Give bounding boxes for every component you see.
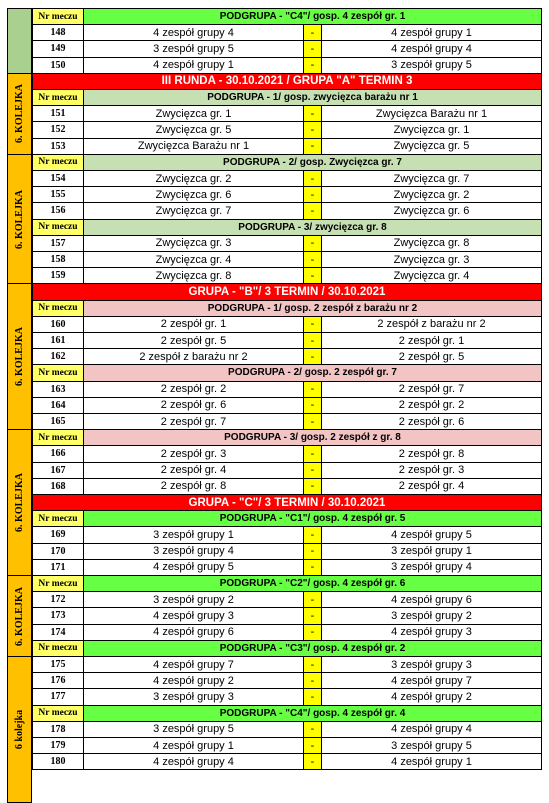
match-number: 149 bbox=[32, 41, 84, 57]
away-team: 2 zespół gr. 8 bbox=[322, 446, 542, 462]
match-number: 179 bbox=[32, 738, 84, 754]
away-team: Zwycięzca gr. 4 bbox=[322, 268, 542, 284]
match-number: 176 bbox=[32, 673, 84, 689]
round-side-label bbox=[7, 155, 32, 285]
home-team: 3 zespół grupy 1 bbox=[84, 527, 304, 543]
away-team: 3 zespół grupy 2 bbox=[322, 608, 542, 624]
score-separator: - bbox=[304, 738, 322, 754]
subgroup-header-row bbox=[32, 641, 542, 657]
match-row bbox=[32, 122, 542, 138]
match-row bbox=[32, 608, 542, 624]
match-row bbox=[32, 317, 542, 333]
home-team: 4 zespół grupy 4 bbox=[84, 754, 304, 770]
away-team: 4 zespół grupy 6 bbox=[322, 592, 542, 608]
home-team: 2 zespół gr. 1 bbox=[84, 317, 304, 333]
score-separator: - bbox=[304, 527, 322, 543]
score-separator: - bbox=[304, 446, 322, 462]
subgroup-title: PODGRUPA - 3/ gosp. 2 zespół z gr. 8 bbox=[84, 430, 542, 446]
section-header-row bbox=[32, 74, 542, 90]
home-team: 3 zespół grupy 4 bbox=[84, 544, 304, 560]
match-row bbox=[32, 657, 542, 673]
home-team: 4 zespół grupy 1 bbox=[84, 58, 304, 74]
match-row bbox=[32, 187, 542, 203]
match-row bbox=[32, 106, 542, 122]
away-team: Zwycięzca gr. 6 bbox=[322, 203, 542, 219]
subgroup-title: PODGRUPA - 1/ gosp. 2 zespół z barażu nr 2 bbox=[84, 301, 542, 317]
home-team: 4 zespół grupy 1 bbox=[84, 738, 304, 754]
match-row bbox=[32, 139, 542, 155]
match-number: 171 bbox=[32, 560, 84, 576]
match-row bbox=[32, 333, 542, 349]
match-number: 172 bbox=[32, 592, 84, 608]
match-number: 175 bbox=[32, 657, 84, 673]
home-team: 4 zespół grupy 4 bbox=[84, 25, 304, 41]
subgroup-title: PODGRUPA - 2/ gosp. Zwycięzca gr. 7 bbox=[84, 155, 542, 171]
round-side-label bbox=[7, 576, 32, 657]
match-row bbox=[32, 592, 542, 608]
match-row bbox=[32, 527, 542, 543]
score-separator: - bbox=[304, 41, 322, 57]
away-team: 2 zespół gr. 4 bbox=[322, 479, 542, 495]
score-separator: - bbox=[304, 414, 322, 430]
match-row bbox=[32, 25, 542, 41]
subgroup-header-row bbox=[32, 301, 542, 317]
match-row bbox=[32, 479, 542, 495]
home-team: Zwycięzca gr. 7 bbox=[84, 203, 304, 219]
match-number: 168 bbox=[32, 479, 84, 495]
subgroup-header-row bbox=[32, 155, 542, 171]
nr-meczu-header: Nr meczu bbox=[32, 90, 84, 106]
home-team: 4 zespół grupy 3 bbox=[84, 608, 304, 624]
match-row bbox=[32, 236, 542, 252]
score-separator: - bbox=[304, 203, 322, 219]
subgroup-title: PODGRUPA - 2/ gosp. 2 zespół gr. 7 bbox=[84, 365, 542, 381]
subgroup-title: PODGRUPA - "C1"/ gosp. 4 zespół gr. 5 bbox=[84, 511, 542, 527]
subgroup-header-row bbox=[32, 706, 542, 722]
section-header-row bbox=[32, 284, 542, 300]
round-side-text: 6. KOLEJKA bbox=[14, 189, 25, 249]
match-number: 156 bbox=[32, 203, 84, 219]
match-number: 164 bbox=[32, 398, 84, 414]
away-team: 4 zespół grupy 4 bbox=[322, 722, 542, 738]
round-side-label bbox=[7, 9, 32, 74]
match-number: 166 bbox=[32, 446, 84, 462]
home-team: Zwycięzca gr. 1 bbox=[84, 106, 304, 122]
match-row bbox=[32, 41, 542, 57]
away-team: 4 zespół grupy 7 bbox=[322, 673, 542, 689]
score-separator: - bbox=[304, 317, 322, 333]
away-team: 4 zespół grupy 5 bbox=[322, 527, 542, 543]
home-team: 3 zespół grupy 5 bbox=[84, 41, 304, 57]
score-separator: - bbox=[304, 689, 322, 705]
subgroup-header-row bbox=[32, 220, 542, 236]
score-separator: - bbox=[304, 333, 322, 349]
subgroup-title: PODGRUPA - "C2"/ gosp. 4 zespół gr. 6 bbox=[84, 576, 542, 592]
subgroup-title: PODGRUPA - "C3"/ gosp. 4 zespół gr. 2 bbox=[84, 641, 542, 657]
home-team: 2 zespół z barażu nr 2 bbox=[84, 349, 304, 365]
score-separator: - bbox=[304, 252, 322, 268]
subgroup-header-row bbox=[32, 365, 542, 381]
score-separator: - bbox=[304, 25, 322, 41]
away-team: 3 zespół grupy 5 bbox=[322, 738, 542, 754]
subgroup-header-row bbox=[32, 430, 542, 446]
away-team: 4 zespół grupy 3 bbox=[322, 625, 542, 641]
away-team: 3 zespół grupy 5 bbox=[322, 58, 542, 74]
match-number: 148 bbox=[32, 25, 84, 41]
round-side-label bbox=[7, 74, 32, 155]
subgroup-header-row bbox=[32, 90, 542, 106]
match-number: 162 bbox=[32, 349, 84, 365]
subgroup-title: PODGRUPA - "C4"/ gosp. 4 zespół gr. 4 bbox=[84, 706, 542, 722]
match-number: 152 bbox=[32, 122, 84, 138]
score-separator: - bbox=[304, 268, 322, 284]
score-separator: - bbox=[304, 139, 322, 155]
round-side-label bbox=[7, 657, 32, 803]
match-row bbox=[32, 446, 542, 462]
subgroup-header-row bbox=[32, 9, 542, 25]
nr-meczu-header: Nr meczu bbox=[32, 365, 84, 381]
home-team: 2 zespół gr. 3 bbox=[84, 446, 304, 462]
home-team: Zwycięzca gr. 2 bbox=[84, 171, 304, 187]
score-separator: - bbox=[304, 592, 322, 608]
away-team: 2 zespół gr. 5 bbox=[322, 349, 542, 365]
away-team: 2 zespół gr. 1 bbox=[322, 333, 542, 349]
away-team: 2 zespół z barażu nr 2 bbox=[322, 317, 542, 333]
subgroup-title: PODGRUPA - 3/ zwycięzca gr. 8 bbox=[84, 220, 542, 236]
round-side-label bbox=[7, 284, 32, 430]
match-number: 163 bbox=[32, 382, 84, 398]
home-team: 4 zespół grupy 5 bbox=[84, 560, 304, 576]
match-row bbox=[32, 252, 542, 268]
home-team: 2 zespół gr. 2 bbox=[84, 382, 304, 398]
home-team: 4 zespół grupy 2 bbox=[84, 673, 304, 689]
away-team: Zwycięzca gr. 5 bbox=[322, 139, 542, 155]
match-number: 151 bbox=[32, 106, 84, 122]
score-separator: - bbox=[304, 544, 322, 560]
match-row bbox=[32, 754, 542, 770]
subgroup-title: PODGRUPA - "C4"/ gosp. 4 zespół gr. 1 bbox=[84, 9, 542, 25]
round-side-text: 6. KOLEJKA bbox=[14, 327, 25, 387]
round-side-text: 6. KOLEJKA bbox=[14, 473, 25, 533]
section-title: GRUPA - "B"/ 3 TERMIN / 30.10.2021 bbox=[32, 284, 542, 300]
home-team: Zwycięzca gr. 4 bbox=[84, 252, 304, 268]
home-team: 2 zespół gr. 4 bbox=[84, 463, 304, 479]
home-team: 2 zespół gr. 6 bbox=[84, 398, 304, 414]
nr-meczu-header: Nr meczu bbox=[32, 511, 84, 527]
match-row bbox=[32, 463, 542, 479]
away-team: Zwycięzca Barażu nr 1 bbox=[322, 106, 542, 122]
away-team: 2 zespół gr. 3 bbox=[322, 463, 542, 479]
subgroup-header-row bbox=[32, 576, 542, 592]
away-team: 2 zespół gr. 6 bbox=[322, 414, 542, 430]
score-separator: - bbox=[304, 722, 322, 738]
away-team: 3 zespół grupy 4 bbox=[322, 560, 542, 576]
round-side-label bbox=[7, 430, 32, 576]
match-number: 177 bbox=[32, 689, 84, 705]
score-separator: - bbox=[304, 754, 322, 770]
away-team: Zwycięzca gr. 8 bbox=[322, 236, 542, 252]
match-row bbox=[32, 544, 542, 560]
round-side-text: 6. KOLEJKA bbox=[14, 586, 25, 646]
match-row bbox=[32, 171, 542, 187]
subgroup-header-row bbox=[32, 511, 542, 527]
match-number: 160 bbox=[32, 317, 84, 333]
nr-meczu-header: Nr meczu bbox=[32, 641, 84, 657]
away-team: 4 zespół grupy 2 bbox=[322, 689, 542, 705]
match-row bbox=[32, 625, 542, 641]
score-separator: - bbox=[304, 398, 322, 414]
round-side-text: 6. KOLEJKA bbox=[14, 84, 25, 144]
match-number: 165 bbox=[32, 414, 84, 430]
match-row bbox=[32, 349, 542, 365]
score-separator: - bbox=[304, 382, 322, 398]
match-number: 174 bbox=[32, 625, 84, 641]
home-team: Zwycięzca Barażu nr 1 bbox=[84, 139, 304, 155]
score-separator: - bbox=[304, 463, 322, 479]
match-row bbox=[32, 203, 542, 219]
match-number: 161 bbox=[32, 333, 84, 349]
away-team: 4 zespół grupy 1 bbox=[322, 754, 542, 770]
home-team: 2 zespół gr. 8 bbox=[84, 479, 304, 495]
home-team: 4 zespół grupy 7 bbox=[84, 657, 304, 673]
round-side-text: 6 kolejka bbox=[14, 709, 26, 749]
section-title: GRUPA - "C"/ 3 TERMIN / 30.10.2021 bbox=[32, 495, 542, 511]
away-team: 4 zespół grupy 1 bbox=[322, 25, 542, 41]
section-header-row bbox=[32, 495, 542, 511]
score-separator: - bbox=[304, 479, 322, 495]
match-number: 158 bbox=[32, 252, 84, 268]
score-separator: - bbox=[304, 171, 322, 187]
away-team: 2 zespół gr. 7 bbox=[322, 382, 542, 398]
score-separator: - bbox=[304, 106, 322, 122]
score-separator: - bbox=[304, 560, 322, 576]
score-separator: - bbox=[304, 625, 322, 641]
match-row bbox=[32, 268, 542, 284]
match-number: 178 bbox=[32, 722, 84, 738]
match-number: 180 bbox=[32, 754, 84, 770]
score-separator: - bbox=[304, 236, 322, 252]
home-team: 4 zespół grupy 6 bbox=[84, 625, 304, 641]
score-separator: - bbox=[304, 673, 322, 689]
match-row bbox=[32, 382, 542, 398]
away-team: 2 zespół gr. 2 bbox=[322, 398, 542, 414]
home-team: 2 zespół gr. 5 bbox=[84, 333, 304, 349]
away-team: 4 zespół grupy 4 bbox=[322, 41, 542, 57]
score-separator: - bbox=[304, 608, 322, 624]
match-row bbox=[32, 414, 542, 430]
score-separator: - bbox=[304, 349, 322, 365]
match-number: 157 bbox=[32, 236, 84, 252]
score-separator: - bbox=[304, 187, 322, 203]
nr-meczu-header: Nr meczu bbox=[32, 706, 84, 722]
match-number: 173 bbox=[32, 608, 84, 624]
match-number: 169 bbox=[32, 527, 84, 543]
away-team: Zwycięzca gr. 3 bbox=[322, 252, 542, 268]
nr-meczu-header: Nr meczu bbox=[32, 301, 84, 317]
match-number: 155 bbox=[32, 187, 84, 203]
nr-meczu-header: Nr meczu bbox=[32, 430, 84, 446]
home-team: Zwycięzca gr. 5 bbox=[84, 122, 304, 138]
match-number: 153 bbox=[32, 139, 84, 155]
match-row bbox=[32, 689, 542, 705]
away-team: Zwycięzca gr. 2 bbox=[322, 187, 542, 203]
home-team: Zwycięzca gr. 3 bbox=[84, 236, 304, 252]
match-row bbox=[32, 398, 542, 414]
match-row bbox=[32, 738, 542, 754]
match-number: 150 bbox=[32, 58, 84, 74]
nr-meczu-header: Nr meczu bbox=[32, 155, 84, 171]
match-number: 167 bbox=[32, 463, 84, 479]
section-title: III RUNDA - 30.10.2021 / GRUPA "A" TERMIN 3 bbox=[32, 74, 542, 90]
match-row bbox=[32, 722, 542, 738]
home-team: 3 zespół grupy 5 bbox=[84, 722, 304, 738]
home-team: 3 zespół grupy 3 bbox=[84, 689, 304, 705]
score-separator: - bbox=[304, 122, 322, 138]
away-team: 3 zespół grupy 3 bbox=[322, 657, 542, 673]
home-team: Zwycięzca gr. 8 bbox=[84, 268, 304, 284]
match-number: 154 bbox=[32, 171, 84, 187]
match-row bbox=[32, 58, 542, 74]
home-team: Zwycięzca gr. 6 bbox=[84, 187, 304, 203]
subgroup-title: PODGRUPA - 1/ gosp. zwycięzca barażu nr 1 bbox=[84, 90, 542, 106]
nr-meczu-header: Nr meczu bbox=[32, 576, 84, 592]
match-row bbox=[32, 673, 542, 689]
match-number: 159 bbox=[32, 268, 84, 284]
match-number: 170 bbox=[32, 544, 84, 560]
score-separator: - bbox=[304, 657, 322, 673]
away-team: Zwycięzca gr. 7 bbox=[322, 171, 542, 187]
match-row bbox=[32, 560, 542, 576]
away-team: Zwycięzca gr. 1 bbox=[322, 122, 542, 138]
home-team: 2 zespół gr. 7 bbox=[84, 414, 304, 430]
nr-meczu-header: Nr meczu bbox=[32, 220, 84, 236]
home-team: 3 zespół grupy 2 bbox=[84, 592, 304, 608]
nr-meczu-header: Nr meczu bbox=[32, 9, 84, 25]
away-team: 3 zespół grupy 1 bbox=[322, 544, 542, 560]
score-separator: - bbox=[304, 58, 322, 74]
